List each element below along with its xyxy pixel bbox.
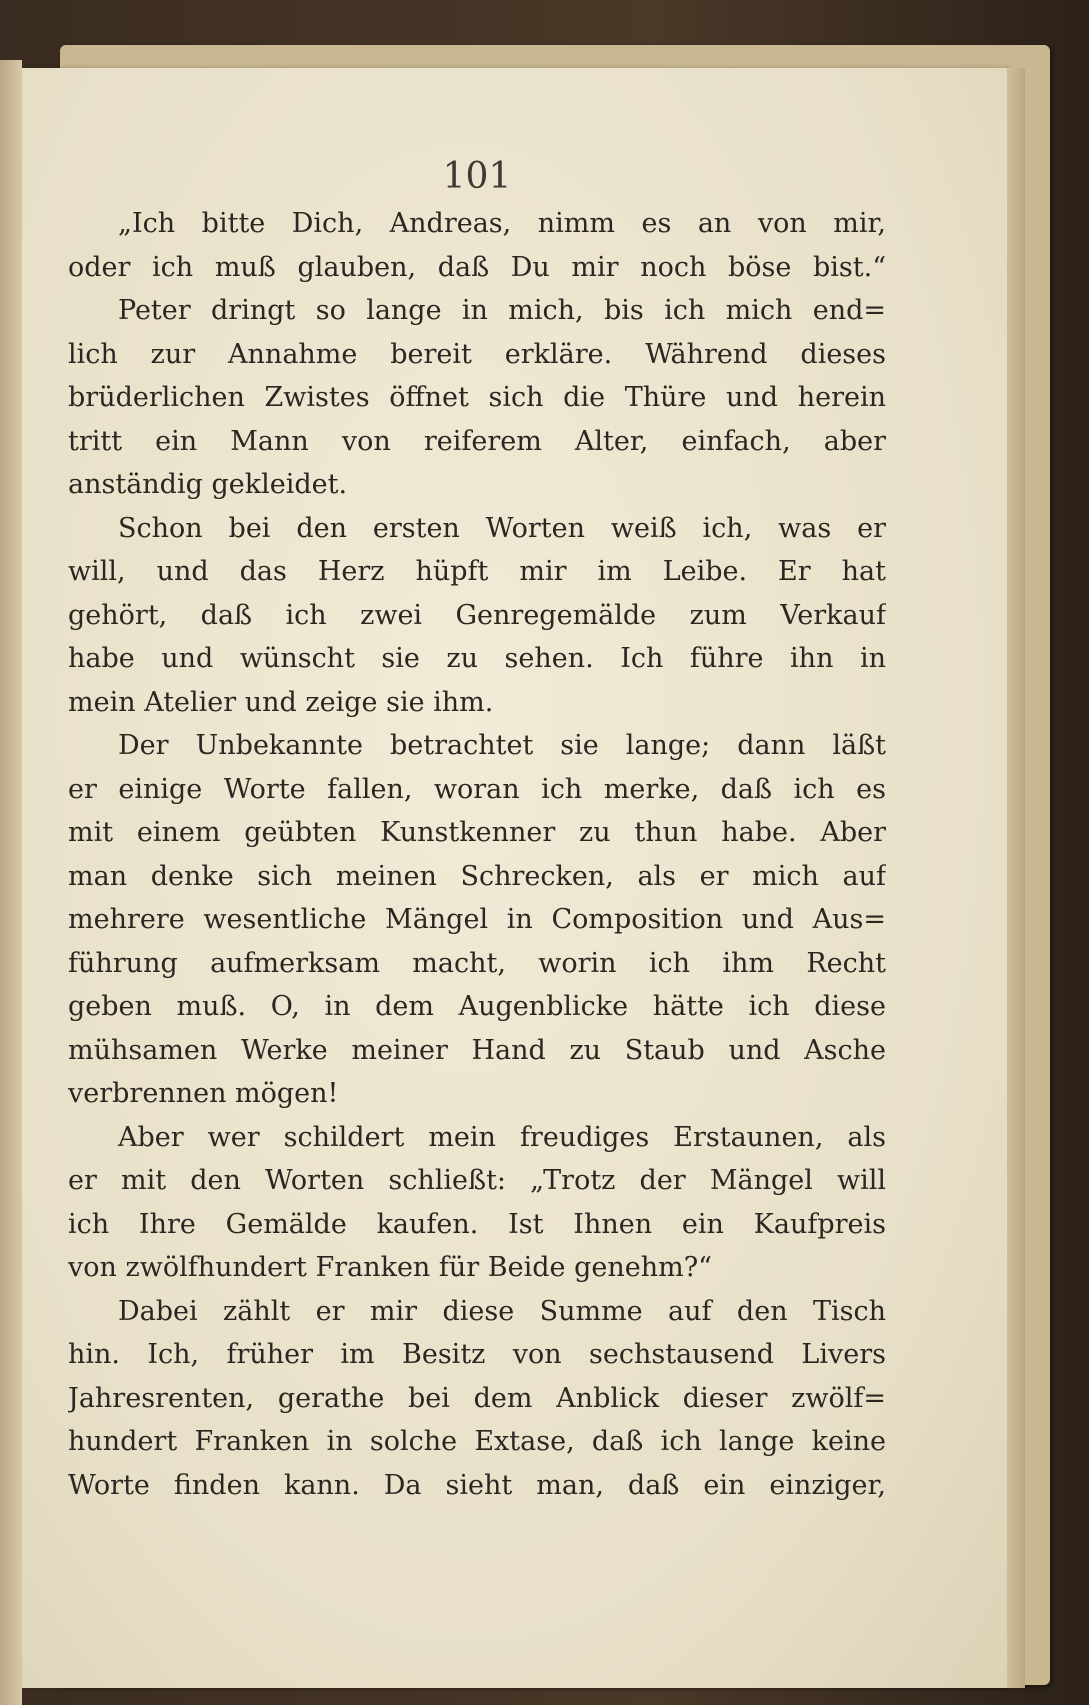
- text-line: Der Unbekannte betrachtet sie lange; dann läßt: [118, 730, 886, 761]
- text-line: er mit den Worten schließt: „Trotz der Mängel will: [68, 1165, 886, 1196]
- page-number: 101: [442, 156, 512, 197]
- text-line: hundert Franken in solche Extase, daß ich lange keine: [68, 1426, 886, 1457]
- facing-page-edge: [0, 60, 22, 1705]
- page-sheet: [22, 68, 1007, 1688]
- text-line: tritt ein Mann von reiferem Alter, einfach, aber: [68, 425, 886, 457]
- text-line: gehört, daß ich zwei Genregemälde zum Verkauf: [68, 599, 886, 631]
- text-line: mehrere wesentliche Mängel in Composition und Aus=: [68, 904, 886, 935]
- text-line: mit einem geübten Kunstkenner zu thun habe. Aber: [68, 817, 886, 848]
- text-line: hin. Ich, früher im Besitz von sechstausend Livers: [68, 1339, 886, 1370]
- text-line: habe und wünscht sie zu sehen. Ich führe ihn in: [68, 643, 886, 674]
- text-line: von zwölfhundert Franken für Beide genehm?“: [68, 1252, 712, 1283]
- text-line: Dabei zählt er mir diese Summe auf den Tisch: [118, 1295, 886, 1327]
- text-line: geben muß. O, in dem Augenblicke hätte ich diese: [68, 991, 886, 1022]
- body-text: [68, 202, 886, 1507]
- text-line: lich zur Annahme bereit erkläre. Während dieses: [68, 338, 886, 370]
- text-line: verbrennen mögen!: [68, 1078, 339, 1109]
- text-line: brüderlichen Zwistes öffnet sich die Thüre und herein: [68, 382, 886, 413]
- text-line: Peter dringt so lange in mich, bis ich mich end=: [118, 295, 886, 326]
- text-line: ich Ihre Gemälde kaufen. Ist Ihnen ein Kaufpreis: [68, 1208, 886, 1240]
- text-line: oder ich muß glauben, daß Du mir noch böse bist.“: [68, 251, 886, 283]
- text-line: Worte finden kann. Da sieht man, daß ein einziger,: [68, 1469, 886, 1501]
- text-line: Schon bei den ersten Worten weiß ich, was er: [118, 512, 886, 544]
- text-line: man denke sich meinen Schrecken, als er mich auf: [68, 860, 886, 892]
- text-line: mein Atelier und zeige sie ihm.: [68, 686, 494, 718]
- text-line: Aber wer schildert mein freudiges Erstaunen, als: [118, 1121, 886, 1153]
- text-line: „Ich bitte Dich, Andreas, nimm es an von mir,: [118, 208, 886, 239]
- text-line: anständig gekleidet.: [68, 469, 348, 500]
- text-line: will, und das Herz hüpft mir im Leibe. Er hat: [68, 556, 886, 587]
- text-line: er einige Worte fallen, woran ich merke, daß ich es: [68, 773, 886, 805]
- text-line: führung aufmerksam macht, worin ich ihm Recht: [68, 947, 886, 979]
- page-stack-edge: [1007, 68, 1025, 1688]
- text-line: Jahresrenten, gerathe bei dem Anblick dieser zwölf=: [68, 1382, 886, 1414]
- text-line: mühsamen Werke meiner Hand zu Staub und Asche: [68, 1034, 886, 1066]
